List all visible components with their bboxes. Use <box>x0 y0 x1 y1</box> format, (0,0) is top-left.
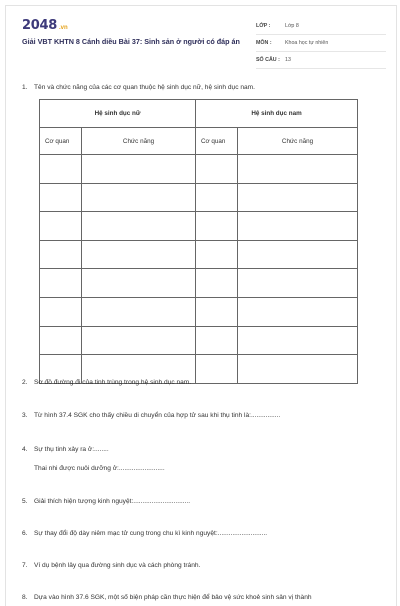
table-cell <box>196 297 238 326</box>
question-text: Từ hình 37.4 SGK cho thấy chiều di chuyển của hợp tử sau khi thụ tinh là:................ <box>34 412 281 419</box>
table-cell <box>40 269 82 298</box>
question-number: 2. <box>22 379 28 386</box>
table-cell <box>238 240 358 269</box>
table-column-header: Cơ quan <box>196 128 238 155</box>
table-row <box>40 183 358 212</box>
question-text: Sơ đồ đường đi của tinh trùng trong hệ sinh dục nam. <box>34 379 192 386</box>
table-cell <box>196 183 238 212</box>
question-4-subline: Thai nhi được nuôi dưỡng ở:......................... <box>34 465 165 472</box>
meta-row-class <box>256 18 386 35</box>
table-cell <box>40 212 82 241</box>
table-column-header: Chức năng <box>82 128 196 155</box>
question-number: 3. <box>22 412 28 419</box>
question-text: Dựa vào hình 37.6 SGK, một số biện pháp cần thực hiện để bảo vệ sức khoẻ sinh sản vị thành <box>34 594 312 601</box>
page-title: Giải VBT KHTN 8 Cánh diều Bài 37: Sinh sản ở người có đáp án <box>22 37 240 46</box>
question-number: 6. <box>22 530 28 537</box>
table-column-header: Cơ quan <box>40 128 82 155</box>
table-cell <box>82 297 196 326</box>
table-cell <box>238 155 358 184</box>
question-6 <box>22 530 267 537</box>
table-cell <box>40 155 82 184</box>
table-row <box>40 269 358 298</box>
question-7 <box>22 562 200 569</box>
table-cell <box>40 297 82 326</box>
site-logo[interactable] <box>22 18 68 32</box>
table-cell <box>82 326 196 355</box>
table-cell <box>196 240 238 269</box>
question-number: 8. <box>22 594 28 601</box>
meta-value: Lớp 8 <box>285 23 299 29</box>
question-4 <box>22 446 109 453</box>
table-row <box>40 212 358 241</box>
table-group-header-row <box>40 100 358 128</box>
question-text: Sự thụ tinh xảy ra ở:........ <box>34 446 109 453</box>
table-row <box>40 326 358 355</box>
table-cell <box>40 183 82 212</box>
table-column-header: Chức năng <box>238 128 358 155</box>
meta-key: LỚP : <box>256 23 271 29</box>
table-cell <box>238 326 358 355</box>
meta-info <box>256 18 386 69</box>
question-text: Tên và chức năng của các cơ quan thuộc hệ sinh dục nữ, hệ sinh dục nam. <box>34 84 255 91</box>
table-cell <box>40 240 82 269</box>
table-row <box>40 297 358 326</box>
table-cell <box>196 212 238 241</box>
table-cell <box>82 183 196 212</box>
table-cell <box>196 269 238 298</box>
table-cell <box>238 212 358 241</box>
reproductive-organs-table <box>39 99 358 384</box>
question-number: 4. <box>22 446 28 453</box>
page-header <box>6 6 396 68</box>
logo-text: 2048 <box>22 18 57 33</box>
worksheet-page <box>5 5 397 606</box>
table-cell <box>82 212 196 241</box>
table-cell <box>238 355 358 384</box>
table-column-header-row <box>40 128 358 155</box>
table-cell <box>82 269 196 298</box>
meta-row-count <box>256 52 386 69</box>
table-cell <box>196 326 238 355</box>
table-cell <box>82 240 196 269</box>
question-1 <box>22 84 255 91</box>
table-cell <box>82 155 196 184</box>
question-number: 5. <box>22 498 28 505</box>
question-number: 7. <box>22 562 28 569</box>
table-cell <box>196 155 238 184</box>
meta-key: MÔN : <box>256 40 272 46</box>
question-number: 1. <box>22 84 28 91</box>
table-cell <box>238 183 358 212</box>
question-5 <box>22 498 190 505</box>
meta-key: SỐ CÂU : <box>256 57 280 63</box>
table-cell <box>196 355 238 384</box>
table-cell <box>238 297 358 326</box>
meta-row-subject <box>256 35 386 52</box>
table-row <box>40 155 358 184</box>
logo-suffix: .vn <box>58 25 68 31</box>
table-body <box>40 155 358 384</box>
meta-value: 13 <box>285 57 291 63</box>
question-text: Giải thích hiện tượng kinh nguyệt:............................... <box>34 498 191 505</box>
table-group-header: Hệ sinh dục nữ <box>40 100 196 128</box>
table-cell <box>40 326 82 355</box>
question-2 <box>22 379 191 386</box>
question-3 <box>22 412 280 419</box>
table-row <box>40 240 358 269</box>
table-group-header: Hệ sinh dục nam <box>196 100 358 128</box>
meta-value: Khoa học tự nhiên <box>285 40 329 46</box>
question-text: Ví dụ bệnh lây qua đường sinh dục và cách phòng tránh. <box>34 562 201 569</box>
table-cell <box>238 269 358 298</box>
question-text: Sự thay đổi độ dày niêm mạc tử cung trong chu kì kinh nguyệt:........................... <box>34 530 268 537</box>
